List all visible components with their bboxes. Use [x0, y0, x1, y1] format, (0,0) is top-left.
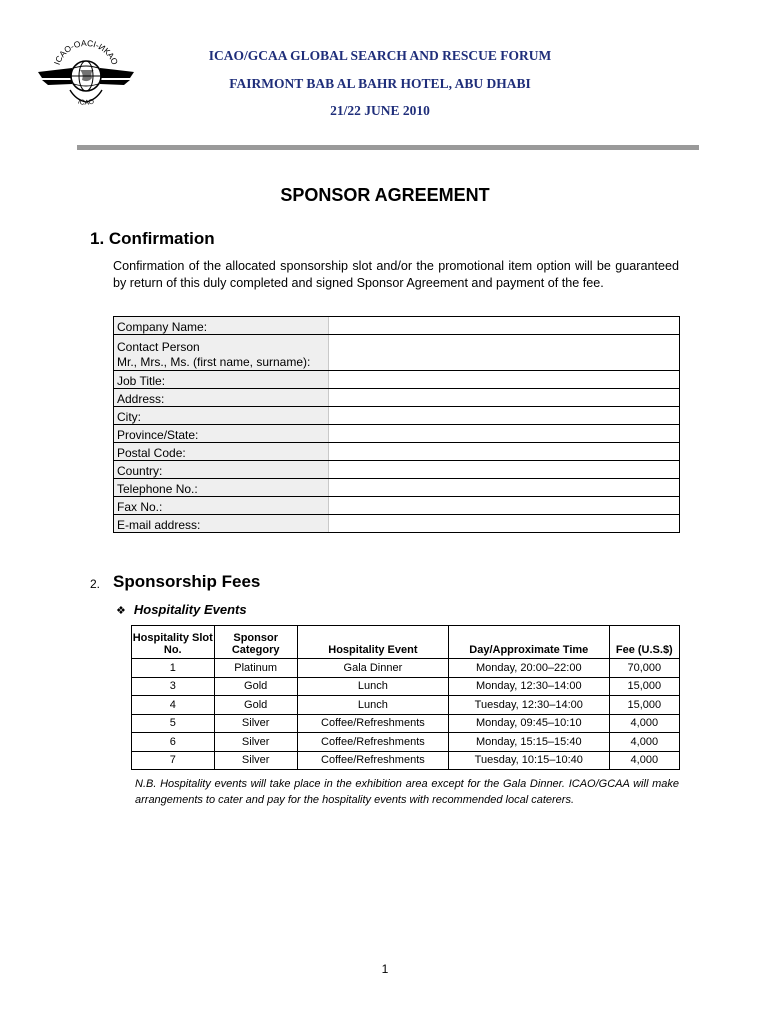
- company-name-label: Company Name:: [114, 317, 329, 335]
- city-field[interactable]: [329, 407, 680, 425]
- header-line-1: ICAO/GCAA GLOBAL SEARCH AND RESCUE FORUM: [208, 48, 552, 63]
- column-header-event: Hospitality Event: [297, 626, 448, 659]
- contact-person-label: [114, 335, 329, 371]
- contact-person-field[interactable]: [329, 335, 680, 371]
- form-row-country: [114, 461, 680, 479]
- column-header-category: Sponsor Category: [214, 626, 297, 659]
- fee-cell: 4,000: [609, 714, 679, 733]
- time-cell: Monday, 20:00–22:00: [448, 659, 609, 678]
- form-row-address: [114, 389, 680, 407]
- slot-cell: 6: [132, 733, 215, 752]
- logo-top-text: ICAO-OACI-ИКАО: [51, 37, 121, 67]
- job-title-label: Job Title:: [114, 371, 329, 389]
- event-cell: Coffee/Refreshments: [297, 751, 448, 770]
- job-title-field[interactable]: [329, 371, 680, 389]
- time-cell: Tuesday, 12:30–14:00: [448, 696, 609, 715]
- header-line-3: 21/22 JUNE 2010: [330, 103, 430, 118]
- time-cell: Tuesday, 10:15–10:40: [448, 751, 609, 770]
- hospitality-events-label: Hospitality Events: [133, 602, 247, 617]
- logo-bottom-text: ICAO: [76, 98, 95, 107]
- sponsor-contact-form: [113, 316, 680, 533]
- form-row-company: [114, 317, 680, 335]
- telephone-field[interactable]: [329, 479, 680, 497]
- column-header-time: Day/Approximate Time: [448, 626, 609, 659]
- form-row-telephone: [114, 479, 680, 497]
- postal-code-field[interactable]: [329, 443, 680, 461]
- column-header-fee: Fee (U.S.$): [609, 626, 679, 659]
- postal-code-label: Postal Code:: [114, 443, 329, 461]
- document-title: SPONSOR AGREEMENT: [280, 185, 490, 205]
- category-cell: Gold: [214, 696, 297, 715]
- email-label: E-mail address:: [114, 515, 329, 533]
- address-label: Address:: [114, 389, 329, 407]
- table-row: [132, 659, 680, 678]
- fees-header-row: [132, 626, 680, 659]
- event-cell: Gala Dinner: [297, 659, 448, 678]
- diamond-bullet-icon: ❖: [116, 605, 126, 617]
- hospitality-note: N.B. Hospitality events will take place in the exhibition area except for the Gala Dinner. ICAO/GCAA will make arrangements to cater and pay for the hospitality events with recommended local caterers.: [135, 778, 679, 806]
- event-cell: Coffee/Refreshments: [297, 733, 448, 752]
- icao-logo: [36, 28, 136, 112]
- section-1-heading: 1. Confirmation: [90, 229, 215, 248]
- fee-cell: 15,000: [609, 696, 679, 715]
- table-row: [132, 696, 680, 715]
- header-divider: [77, 145, 699, 150]
- form-row-fax: [114, 497, 680, 515]
- table-row: [132, 714, 680, 733]
- slot-cell: 5: [132, 714, 215, 733]
- category-cell: Platinum: [214, 659, 297, 678]
- slot-cell: 1: [132, 659, 215, 678]
- category-cell: Gold: [214, 677, 297, 696]
- fee-cell: 4,000: [609, 751, 679, 770]
- form-row-province: [114, 425, 680, 443]
- fax-field[interactable]: [329, 497, 680, 515]
- country-label: Country:: [114, 461, 329, 479]
- table-row: [132, 733, 680, 752]
- category-cell: Silver: [214, 714, 297, 733]
- company-name-field[interactable]: [329, 317, 680, 335]
- contact-person-label-line-2: Mr., Mrs., Ms. (first name, surname):: [117, 355, 311, 369]
- province-field[interactable]: [329, 425, 680, 443]
- column-header-slot: Hospitality Slot No.: [132, 626, 215, 659]
- form-row-city: [114, 407, 680, 425]
- page-number: 1: [381, 962, 389, 976]
- event-cell: Lunch: [297, 677, 448, 696]
- form-row-contact: [114, 335, 680, 371]
- slot-cell: 4: [132, 696, 215, 715]
- category-cell: Silver: [214, 733, 297, 752]
- time-cell: Monday, 09:45–10:10: [448, 714, 609, 733]
- form-row-job: [114, 371, 680, 389]
- section-2-number: 2.: [90, 577, 101, 591]
- hospitality-events-subheading: [116, 602, 247, 617]
- fee-cell: 70,000: [609, 659, 679, 678]
- contact-person-label-line-1: Contact Person: [117, 340, 200, 354]
- country-field[interactable]: [329, 461, 680, 479]
- time-cell: Monday, 15:15–15:40: [448, 733, 609, 752]
- fee-cell: 15,000: [609, 677, 679, 696]
- hospitality-fees-table: [131, 625, 680, 770]
- time-cell: Monday, 12:30–14:00: [448, 677, 609, 696]
- category-cell: Silver: [214, 751, 297, 770]
- table-row: [132, 677, 680, 696]
- section-1-paragraph: Confirmation of the allocated sponsorship slot and/or the promotional item option will be guaranteed by return of this duly completed and signed Sponsor Agreement and payment of the fee.: [113, 259, 679, 290]
- event-cell: Lunch: [297, 696, 448, 715]
- telephone-label: Telephone No.:: [114, 479, 329, 497]
- form-row-postal: [114, 443, 680, 461]
- slot-cell: 7: [132, 751, 215, 770]
- city-label: City:: [114, 407, 329, 425]
- fee-cell: 4,000: [609, 733, 679, 752]
- address-field[interactable]: [329, 389, 680, 407]
- event-cell: Coffee/Refreshments: [297, 714, 448, 733]
- header-line-2: FAIRMONT BAB AL BAHR HOTEL, ABU DHABI: [229, 76, 531, 91]
- email-field[interactable]: [329, 515, 680, 533]
- form-row-email: [114, 515, 680, 533]
- section-2-heading: Sponsorship Fees: [113, 572, 261, 591]
- slot-cell: 3: [132, 677, 215, 696]
- table-row: [132, 751, 680, 770]
- province-label: Province/State:: [114, 425, 329, 443]
- fax-label: Fax No.:: [114, 497, 329, 515]
